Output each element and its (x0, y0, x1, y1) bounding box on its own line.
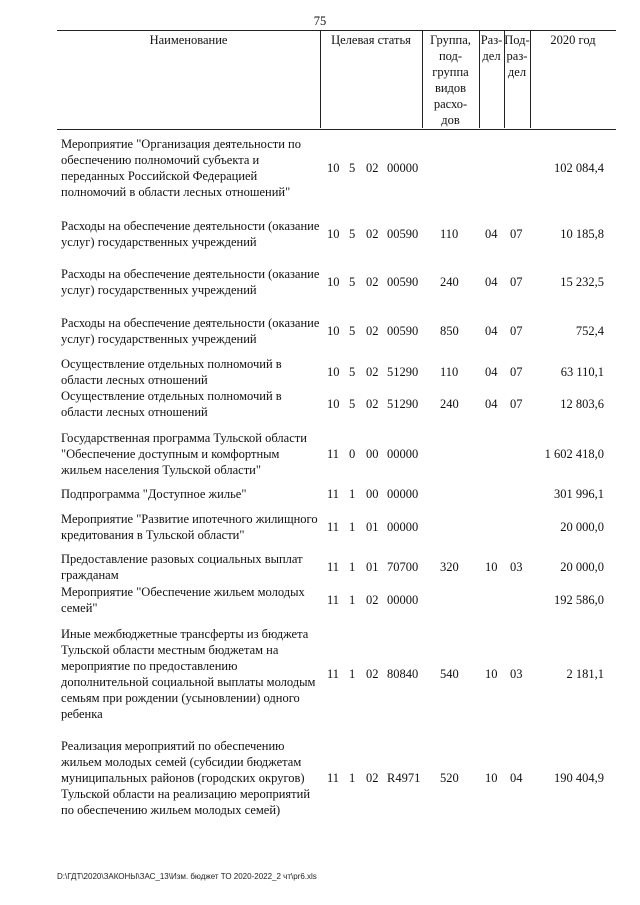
row-name: Расходы на обеспечение деятельности (оказание услуг) государственных учреждений (61, 219, 320, 249)
amount: 301 996,1 (554, 487, 604, 501)
amount: 102 084,4 (554, 161, 604, 175)
target-code-direction: 00000 (387, 593, 419, 607)
expense-group: 540 (440, 667, 459, 681)
podrazdel: 07 (510, 227, 523, 241)
header-razdel (479, 32, 504, 64)
target-code-event: 00 (366, 447, 379, 461)
expense-group: 110 (440, 227, 459, 241)
podrazdel: 07 (510, 397, 523, 411)
target-code-program: 10 (327, 397, 340, 411)
row-name: Расходы на обеспечение деятельности (оказание услуг) государственных учреждений (61, 316, 320, 346)
row-name: Подпрограмма "Доступное жилье" (61, 487, 247, 501)
header-razdel-line: дел (482, 49, 501, 63)
expense-group: 520 (440, 771, 459, 785)
header-group-line: под- (438, 49, 463, 63)
razdel: 04 (485, 227, 498, 241)
amount: 10 185,8 (560, 227, 604, 241)
header-expense-group (422, 32, 479, 128)
expense-group: 240 (440, 275, 459, 289)
row-name: Расходы на обеспечение деятельности (оказание услуг) государственных учреждений (61, 267, 320, 297)
header-podrazdel-line: Под- (504, 33, 530, 47)
header-name: Наименование (149, 33, 228, 47)
target-code-event: 00 (366, 487, 379, 501)
amount: 12 803,6 (560, 397, 604, 411)
target-code-direction: 00000 (387, 487, 419, 501)
target-code-subprogram: 1 (349, 593, 356, 607)
target-code-event: 02 (366, 397, 379, 411)
target-code-program: 11 (327, 520, 340, 534)
file-path-footer: D:\ГДТ\2020\ЗАКОНЫ\ЗАС_13\Изм. бюджет ТО 2020-2022_2 чт\рr6.xls (57, 872, 317, 881)
expense-group: 240 (440, 397, 459, 411)
target-code-subprogram: 1 (349, 560, 356, 574)
row-name: Государственная программа Тульской области "Обеспечение доступным и комфортным жильем населения Тульской области" (61, 431, 307, 477)
page-number: 75 (313, 14, 327, 28)
target-code-subprogram: 0 (349, 447, 356, 461)
target-code-subprogram: 5 (349, 324, 356, 338)
target-code-direction: 00590 (387, 275, 419, 289)
razdel: 04 (485, 324, 498, 338)
target-code-event: 02 (366, 275, 379, 289)
target-code-event: 01 (366, 560, 379, 574)
target-code-direction: 00000 (387, 447, 419, 461)
row-name: Мероприятие "Организация деятельности по обеспечению полномочий субъекта и переданных Российской Федерацией полномочий в области лесных отношений" (61, 137, 301, 199)
target-code-subprogram: 1 (349, 771, 356, 785)
target-code-event: 02 (366, 161, 379, 175)
row-name: Предоставление разовых социальных выплат гражданам (61, 552, 303, 582)
target-code-program: 10 (327, 161, 340, 175)
header-group-line: Группа, (430, 33, 471, 47)
header-podrazdel-line: дел (507, 65, 527, 79)
podrazdel: 07 (510, 324, 523, 338)
target-code-direction: 51290 (387, 397, 419, 411)
target-code-direction: 80840 (387, 667, 419, 681)
target-code-event: 01 (366, 520, 379, 534)
target-code-direction: 70700 (387, 560, 419, 574)
target-code-direction: 00590 (387, 324, 419, 338)
target-code-program: 11 (327, 771, 340, 785)
amount: 190 404,9 (554, 771, 604, 785)
header-razdel-line: Раз- (480, 33, 503, 47)
amount: 192 586,0 (554, 593, 604, 607)
target-code-subprogram: 5 (349, 227, 356, 241)
target-code-event: 02 (366, 365, 379, 379)
razdel: 04 (485, 275, 498, 289)
target-code-program: 10 (327, 275, 340, 289)
target-code-direction: 00000 (387, 520, 419, 534)
podrazdel: 03 (510, 560, 523, 574)
header-group-line: видов (434, 81, 467, 95)
header-target-article: Целевая статья (331, 33, 411, 47)
target-code-direction: R4971 (387, 771, 421, 785)
target-code-program: 11 (327, 667, 340, 681)
target-code-event: 02 (366, 324, 379, 338)
header-group-line: дов (441, 113, 460, 127)
row-name: Реализация мероприятий по обеспечению жильем молодых семей (субсидии бюджетам муниципальных районов (городских округов) Тульской области на реализацию мероприятий по обеспечению жильем молодых семей) (61, 739, 311, 817)
row-name: Осуществление отдельных полномочий в области лесных отношений (61, 389, 282, 419)
row-name: Мероприятие "Развитие ипотечного жилищного кредитования в Тульской области" (61, 512, 318, 542)
target-code-subprogram: 5 (349, 161, 356, 175)
target-code-subprogram: 5 (349, 365, 356, 379)
target-code-program: 10 (327, 365, 340, 379)
razdel: 10 (485, 771, 498, 785)
target-code-event: 02 (366, 667, 379, 681)
amount: 63 110,1 (560, 365, 604, 379)
target-code-subprogram: 5 (349, 275, 356, 289)
row-name: Мероприятие "Обеспечение жильем молодых семей" (61, 585, 305, 615)
amount: 2 181,1 (566, 667, 604, 681)
target-code-event: 02 (366, 227, 379, 241)
header-group-line: группа (432, 65, 469, 79)
row-name: Осуществление отдельных полномочий в области лесных отношений (61, 357, 282, 387)
podrazdel: 07 (510, 365, 523, 379)
header-podrazdel-line: раз- (506, 49, 528, 63)
razdel: 10 (485, 667, 498, 681)
expense-group: 320 (440, 560, 459, 574)
podrazdel: 04 (510, 771, 523, 785)
expense-group: 110 (440, 365, 459, 379)
expense-group: 850 (440, 324, 459, 338)
target-code-event: 02 (366, 593, 379, 607)
amount: 752,4 (575, 324, 604, 338)
podrazdel: 07 (510, 275, 523, 289)
header-year: 2020 год (550, 33, 596, 47)
target-code-direction: 51290 (387, 365, 419, 379)
target-code-direction: 00590 (387, 227, 419, 241)
header-podrazdel (504, 32, 530, 80)
target-code-program: 11 (327, 447, 340, 461)
target-code-subprogram: 1 (349, 667, 356, 681)
razdel: 04 (485, 397, 498, 411)
target-code-direction: 00000 (387, 161, 419, 175)
target-code-program: 11 (327, 593, 340, 607)
target-code-subprogram: 1 (349, 487, 356, 501)
razdel: 10 (485, 560, 498, 574)
amount: 15 232,5 (560, 275, 604, 289)
amount: 20 000,0 (560, 560, 604, 574)
header-group-line: расхо- (433, 97, 468, 111)
razdel: 04 (485, 365, 498, 379)
target-code-program: 10 (327, 227, 340, 241)
podrazdel: 03 (510, 667, 523, 681)
target-code-event: 02 (366, 771, 379, 785)
row-name: Иные межбюджетные трансферты из бюджета Тульской области местным бюджетам на мероприятие по предоставлению дополнительной социальной выплаты молодым семьям при рождении (усыновлении) одного ребенка (61, 627, 316, 721)
target-code-subprogram: 5 (349, 397, 356, 411)
target-code-program: 11 (327, 487, 340, 501)
amount: 1 602 418,0 (544, 447, 604, 461)
amount: 20 000,0 (560, 520, 604, 534)
target-code-subprogram: 1 (349, 520, 356, 534)
target-code-program: 10 (327, 324, 340, 338)
target-code-program: 11 (327, 560, 340, 574)
